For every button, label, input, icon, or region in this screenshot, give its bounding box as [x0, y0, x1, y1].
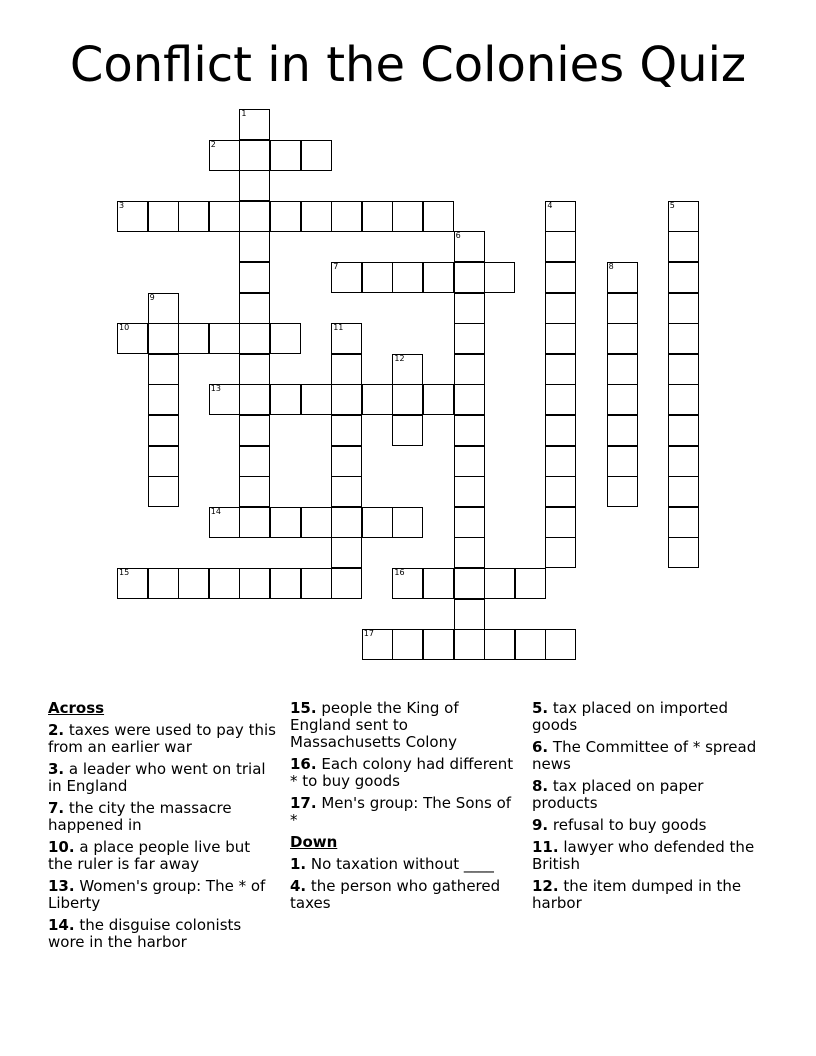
grid-cell[interactable] — [331, 262, 362, 293]
across-clue: 7. the city the massacre happened in — [48, 799, 232, 834]
grid-cell[interactable] — [239, 415, 270, 446]
across-clue: 17. Men's group: The Sons of * — [290, 794, 512, 829]
grid-cell[interactable] — [392, 415, 423, 446]
clue-number: 2 — [210, 139, 216, 149]
grid-cell[interactable] — [239, 231, 270, 262]
grid-cell[interactable] — [239, 293, 270, 324]
grid-cell[interactable] — [392, 384, 423, 415]
grid-cell[interactable] — [607, 354, 638, 385]
clue-number: 7 — [333, 262, 339, 271]
grid-cell[interactable] — [392, 354, 423, 385]
down-heading: Down — [290, 833, 338, 851]
down-clue: 6. The Committee of * spread news — [532, 738, 757, 773]
across-clue: 2. taxes were used to pay this from an earlier war — [48, 721, 276, 756]
grid-cell[interactable] — [148, 476, 179, 507]
grid-cell[interactable] — [239, 446, 270, 477]
clue-number: 9 — [149, 292, 155, 302]
grid-cell[interactable] — [423, 629, 454, 660]
grid-cell[interactable] — [362, 384, 393, 415]
clues-column-2 — [290, 700, 520, 917]
grid-cell[interactable] — [301, 384, 332, 415]
grid-cell[interactable] — [545, 354, 576, 385]
grid-cell[interactable] — [668, 384, 699, 415]
grid-cell[interactable] — [545, 262, 576, 293]
grid-cell[interactable] — [545, 231, 576, 262]
across-clue: 16. Each colony had different * to buy goods — [290, 755, 514, 790]
across-clue: 3. a leader who went on trial in England — [48, 760, 266, 795]
grid-cell[interactable] — [331, 354, 362, 385]
down-clue: 4. the person who gathered taxes — [290, 877, 501, 912]
grid-cell[interactable] — [454, 568, 485, 599]
grid-cell[interactable] — [607, 476, 638, 507]
clue-number: 11 — [333, 323, 344, 333]
grid-cell[interactable] — [454, 537, 485, 568]
grid-cell[interactable] — [270, 507, 301, 538]
grid-cell[interactable] — [331, 507, 362, 538]
grid-cell[interactable] — [362, 201, 393, 232]
grid-cell[interactable] — [270, 568, 301, 599]
across-clue: 13. Women's group: The * of Liberty — [48, 877, 266, 912]
grid-cell[interactable] — [239, 109, 270, 140]
grid-cell[interactable] — [668, 231, 699, 262]
grid-cell[interactable] — [668, 446, 699, 477]
clue-number: 16 — [394, 568, 405, 577]
grid-cell[interactable] — [607, 323, 638, 354]
grid-cell[interactable] — [148, 201, 179, 232]
clue-number: 12 — [394, 353, 405, 363]
grid-cell[interactable] — [668, 415, 699, 446]
down-clue: 12. the item dumped in the harbor — [532, 877, 742, 912]
grid-cell[interactable] — [545, 537, 576, 568]
grid-cell[interactable] — [209, 384, 240, 415]
grid-cell[interactable] — [545, 507, 576, 538]
grid-cell[interactable] — [423, 201, 454, 232]
grid-cell[interactable] — [454, 599, 485, 630]
grid-cell[interactable] — [454, 629, 485, 660]
grid-cell[interactable] — [545, 293, 576, 324]
grid-cell[interactable] — [607, 415, 638, 446]
grid-cell[interactable] — [301, 140, 332, 171]
grid-cell[interactable] — [209, 568, 240, 599]
grid-cell[interactable] — [392, 262, 423, 293]
grid-cell[interactable] — [454, 384, 485, 415]
grid-cell[interactable] — [239, 384, 270, 415]
grid-cell[interactable] — [607, 262, 638, 293]
grid-cell[interactable] — [270, 201, 301, 232]
grid-cell[interactable] — [668, 262, 699, 293]
grid-cell[interactable] — [331, 568, 362, 599]
grid-cell[interactable] — [668, 537, 699, 568]
grid-cell[interactable] — [545, 415, 576, 446]
grid-cell[interactable] — [148, 446, 179, 477]
grid-cell[interactable] — [668, 476, 699, 507]
grid-cell[interactable] — [239, 354, 270, 385]
grid-cell[interactable] — [239, 476, 270, 507]
grid-cell[interactable] — [454, 231, 485, 262]
across-clue: 15. people the King of England sent to Massachusetts Colony — [290, 699, 459, 751]
grid-cell[interactable] — [301, 568, 332, 599]
grid-cell[interactable] — [331, 446, 362, 477]
grid-cell[interactable] — [117, 568, 148, 599]
grid-cell[interactable] — [209, 201, 240, 232]
grid-cell[interactable] — [301, 201, 332, 232]
grid-cell[interactable] — [239, 170, 270, 201]
grid-cell[interactable] — [545, 384, 576, 415]
down-clue: 5. tax placed on imported goods — [532, 699, 729, 734]
grid-cell[interactable] — [117, 201, 148, 232]
clue-number: 5 — [669, 200, 675, 210]
grid-cell[interactable] — [454, 293, 485, 324]
grid-cell[interactable] — [484, 568, 515, 599]
grid-cell[interactable] — [392, 201, 423, 232]
grid-cell[interactable] — [270, 140, 301, 171]
grid-cell[interactable] — [545, 446, 576, 477]
grid-cell[interactable] — [331, 323, 362, 354]
across-clue: 10. a place people live but the ruler is far away — [48, 838, 251, 873]
grid-cell[interactable] — [209, 323, 240, 354]
grid-cell[interactable] — [239, 507, 270, 538]
grid-cell[interactable] — [331, 537, 362, 568]
grid-cell[interactable] — [117, 323, 148, 354]
grid-cell[interactable] — [148, 415, 179, 446]
clue-number: 4 — [547, 200, 553, 210]
grid-cell[interactable] — [423, 384, 454, 415]
grid-cell[interactable] — [545, 201, 576, 232]
grid-cell[interactable] — [148, 354, 179, 385]
grid-cell[interactable] — [484, 262, 515, 293]
grid-cell[interactable] — [545, 629, 576, 660]
grid-cell[interactable] — [239, 140, 270, 171]
down-clue: 11. lawyer who defended the British — [532, 838, 755, 873]
clue-number: 3 — [119, 200, 125, 210]
grid-cell[interactable] — [178, 323, 209, 354]
grid-cell[interactable] — [668, 507, 699, 538]
grid-cell[interactable] — [668, 293, 699, 324]
grid-cell[interactable] — [331, 476, 362, 507]
grid-cell[interactable] — [270, 323, 301, 354]
grid-cell[interactable] — [607, 384, 638, 415]
grid-cell[interactable] — [270, 384, 301, 415]
grid-cell[interactable] — [239, 568, 270, 599]
down-clue: 9. refusal to buy goods — [532, 816, 707, 834]
grid-cell[interactable] — [515, 568, 546, 599]
down-clue: 8. tax placed on paper products — [532, 777, 704, 812]
grid-cell[interactable] — [423, 568, 454, 599]
grid-cell[interactable] — [331, 201, 362, 232]
grid-cell[interactable] — [423, 262, 454, 293]
grid-cell[interactable] — [454, 446, 485, 477]
grid-cell[interactable] — [331, 384, 362, 415]
clues-column-3 — [532, 700, 762, 917]
grid-cell[interactable] — [454, 507, 485, 538]
grid-cell[interactable] — [668, 354, 699, 385]
grid-cell[interactable] — [148, 568, 179, 599]
clue-number: 14 — [210, 506, 221, 516]
grid-cell[interactable] — [331, 415, 362, 446]
grid-cell[interactable] — [178, 201, 209, 232]
grid-cell[interactable] — [239, 201, 270, 232]
across-heading: Across — [48, 699, 105, 717]
down-clue: 1. No taxation without ____ — [290, 855, 494, 873]
grid-cell[interactable] — [209, 507, 240, 538]
grid-cell[interactable] — [607, 293, 638, 324]
grid-cell[interactable] — [362, 262, 393, 293]
grid-cell[interactable] — [301, 507, 332, 538]
grid-cell[interactable] — [178, 568, 209, 599]
grid-cell[interactable] — [484, 629, 515, 660]
grid-cell[interactable] — [239, 262, 270, 293]
grid-cell[interactable] — [148, 293, 179, 324]
grid-cell[interactable] — [362, 507, 393, 538]
across-clue: 14. the disguise colonists wore in the harbor — [48, 916, 242, 951]
page-title: Conflict in the Colonies Quiz — [69, 37, 747, 93]
grid-cell[interactable] — [668, 323, 699, 354]
grid-cell[interactable] — [454, 354, 485, 385]
grid-cell[interactable] — [545, 476, 576, 507]
clue-number: 13 — [210, 384, 221, 394]
clues-column-1 — [48, 700, 278, 956]
grid-cell[interactable] — [545, 323, 576, 354]
grid-cell[interactable] — [607, 446, 638, 477]
grid-cell[interactable] — [362, 629, 393, 660]
grid-cell[interactable] — [148, 384, 179, 415]
grid-cell[interactable] — [148, 323, 179, 354]
grid-cell[interactable] — [668, 201, 699, 232]
clue-number: 10 — [119, 323, 130, 333]
clue-number: 15 — [119, 568, 130, 577]
grid-cell[interactable] — [454, 415, 485, 446]
grid-cell[interactable] — [454, 262, 485, 293]
clue-number: 6 — [455, 231, 461, 241]
grid-cell[interactable] — [515, 629, 546, 660]
clue-number: 8 — [608, 262, 614, 271]
clue-number: 17 — [363, 629, 374, 639]
grid-cell[interactable] — [392, 568, 423, 599]
clue-number: 1 — [241, 109, 247, 118]
grid-cell[interactable] — [454, 323, 485, 354]
grid-cell[interactable] — [454, 476, 485, 507]
grid-cell[interactable] — [392, 507, 423, 538]
grid-cell[interactable] — [392, 629, 423, 660]
grid-cell[interactable] — [209, 140, 240, 171]
grid-cell[interactable] — [239, 323, 270, 354]
